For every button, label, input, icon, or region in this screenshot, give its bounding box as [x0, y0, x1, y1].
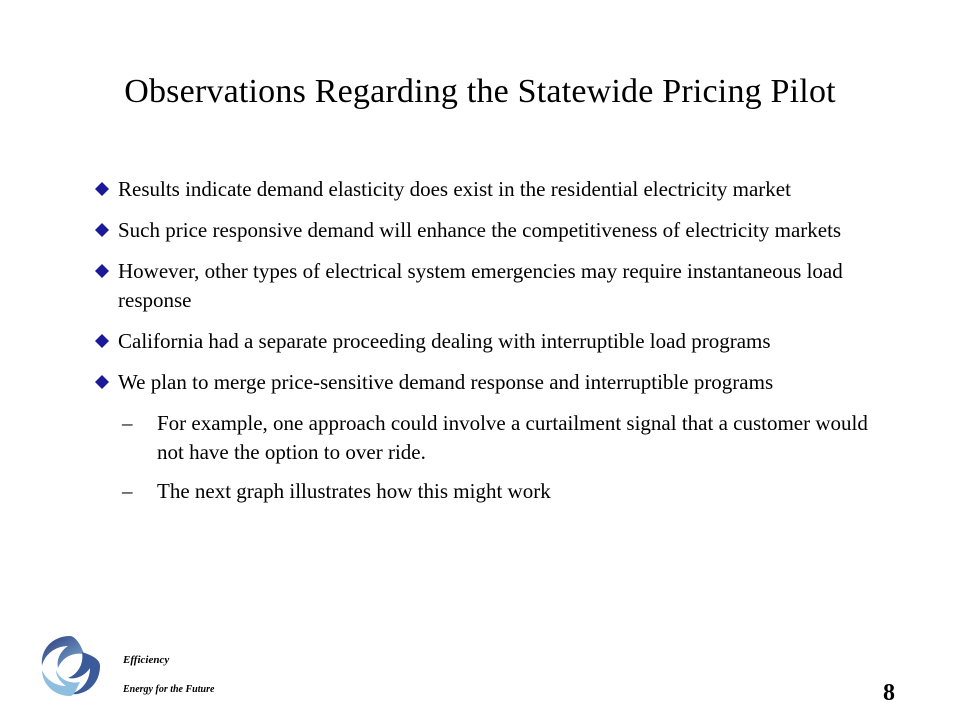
sub-bullet-text: The next graph illustrates how this might work: [157, 479, 551, 503]
diamond-bullet-icon: [95, 375, 109, 389]
sub-bullet-item: [117, 409, 895, 467]
bullet-item: [95, 257, 895, 315]
footer-tagline-2: Energy for the Future: [123, 684, 215, 695]
dash-marker: –: [122, 479, 133, 503]
dash-marker: –: [122, 411, 133, 435]
bullet-text: Such price responsive demand will enhance the competitiveness of electricity markets: [118, 218, 842, 242]
bullet-item: [95, 368, 895, 397]
bullet-item: [95, 216, 895, 245]
bullet-list: [95, 175, 895, 516]
slide-title: Observations Regarding the Statewide Pricing Pilot: [124, 73, 836, 110]
diamond-bullet-icon: [95, 264, 109, 278]
bullet-text: However, other types of electrical system emergencies may require instantaneous load response: [118, 259, 843, 312]
diamond-bullet-icon: [95, 182, 109, 196]
bullet-text: Results indicate demand elasticity does exist in the residential electricity market: [118, 177, 791, 201]
swirl-logo-icon: [34, 630, 106, 702]
bullet-text: California had a separate proceeding dealing with interruptible load programs: [118, 329, 771, 353]
sub-bullet-list: [95, 409, 895, 506]
sub-bullet-item: [117, 477, 895, 506]
diamond-bullet-icon: [95, 334, 109, 348]
page-number: 8: [883, 680, 895, 706]
diamond-bullet-icon: [95, 223, 109, 237]
sub-bullet-text: For example, one approach could involve a curtailment signal that a customer would not have the option to over ride.: [157, 411, 868, 464]
bullet-text: We plan to merge price-sensitive demand response and interruptible programs: [118, 370, 774, 394]
footer-tagline-1: Efficiency: [123, 654, 170, 666]
bullet-item: [95, 327, 895, 356]
bullet-item: [95, 175, 895, 204]
